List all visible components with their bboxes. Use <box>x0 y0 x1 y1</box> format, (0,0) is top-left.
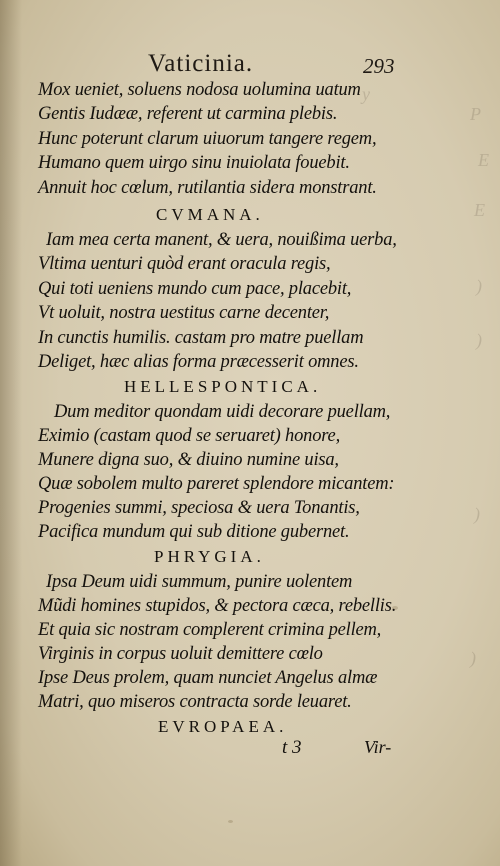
sibyl-heading: CVMANA. <box>156 205 264 224</box>
verse-line: Ipse Deus prolem, quam nunciet Angelus almæ <box>38 668 378 688</box>
show-through-mark: ) <box>474 504 480 524</box>
paper-stain <box>228 820 233 823</box>
verse-line: Gentis Iudææ, referent ut carmina plebis. <box>38 104 338 124</box>
verse-line: Deliget, hæc alias forma præcesserit omnes. <box>38 352 359 372</box>
running-title: Vaticinia. <box>148 50 254 77</box>
verse-line: Mũdi homines stupidos, & pectora cæca, rebellis. <box>38 596 397 616</box>
page-header <box>0 50 500 80</box>
verse-line: Et quia sic nostram complerent crimina pellem, <box>38 620 382 640</box>
show-through-mark: E <box>474 200 485 220</box>
verse-line: Matri, quo miseros contracta sorde leuaret. <box>38 692 352 712</box>
verse-line: Dum meditor quondam uidi decorare puellam, <box>54 402 391 422</box>
show-through-mark: ) <box>476 330 482 350</box>
verse-line: Qui toti ueniens mundo cum pace, placebit, <box>38 279 352 299</box>
verse-line: Virginis in corpus uoluit demittere cœlo <box>38 644 323 664</box>
page-footer <box>0 737 500 767</box>
show-through-mark: ) <box>470 648 476 668</box>
show-through-mark: y <box>362 84 370 104</box>
verse-line: Pacifica mundum qui sub ditione gubernet. <box>38 522 350 542</box>
verse-line: Vt uoluit, nostra uestitus carne decenter, <box>38 303 330 323</box>
verse-line: Progenies summi, speciosa & uera Tonantis, <box>38 498 360 518</box>
verse-line: Iam mea certa manent, & uera, nouißima uerba, <box>46 230 397 250</box>
sibyl-heading: HELLESPONTICA. <box>124 377 322 396</box>
verse-line: In cunctis humilis. castam pro matre puellam <box>38 328 364 348</box>
verse-line: Annuit hoc cœlum, rutilantia sidera monstrant. <box>38 178 377 198</box>
sibyl-heading: EVROPAEA. <box>158 717 288 736</box>
show-through-mark: E <box>478 150 489 170</box>
verse-line: Mox ueniet, soluens nodosa uolumina uatum <box>38 80 361 100</box>
verse-line: Quæ sobolem multo pareret splendore micantem: <box>38 474 395 494</box>
verse-line: Vltima uenturi quòd erant oracula regis, <box>38 254 331 274</box>
page-number: 293 <box>363 54 395 78</box>
sibyl-heading: PHRYGIA. <box>154 547 265 566</box>
signature-mark: t 3 <box>282 737 302 758</box>
verse-line: Humano quem uirgo sinu inuiolata fouebit. <box>38 153 350 173</box>
catchword: Vir- <box>364 737 392 757</box>
verse-line: Hunc poterunt clarum uiuorum tangere regem, <box>38 129 377 149</box>
verse-line: Munere digna suo, & diuino numine uisa, <box>38 450 339 470</box>
verse-line: Ipsa Deum uidi summum, punire uolentem <box>46 572 353 592</box>
show-through-mark: P <box>470 104 481 124</box>
verse-line: Eximio (castam quod se seruaret) honore, <box>38 426 340 446</box>
show-through-mark: ) <box>476 276 482 296</box>
